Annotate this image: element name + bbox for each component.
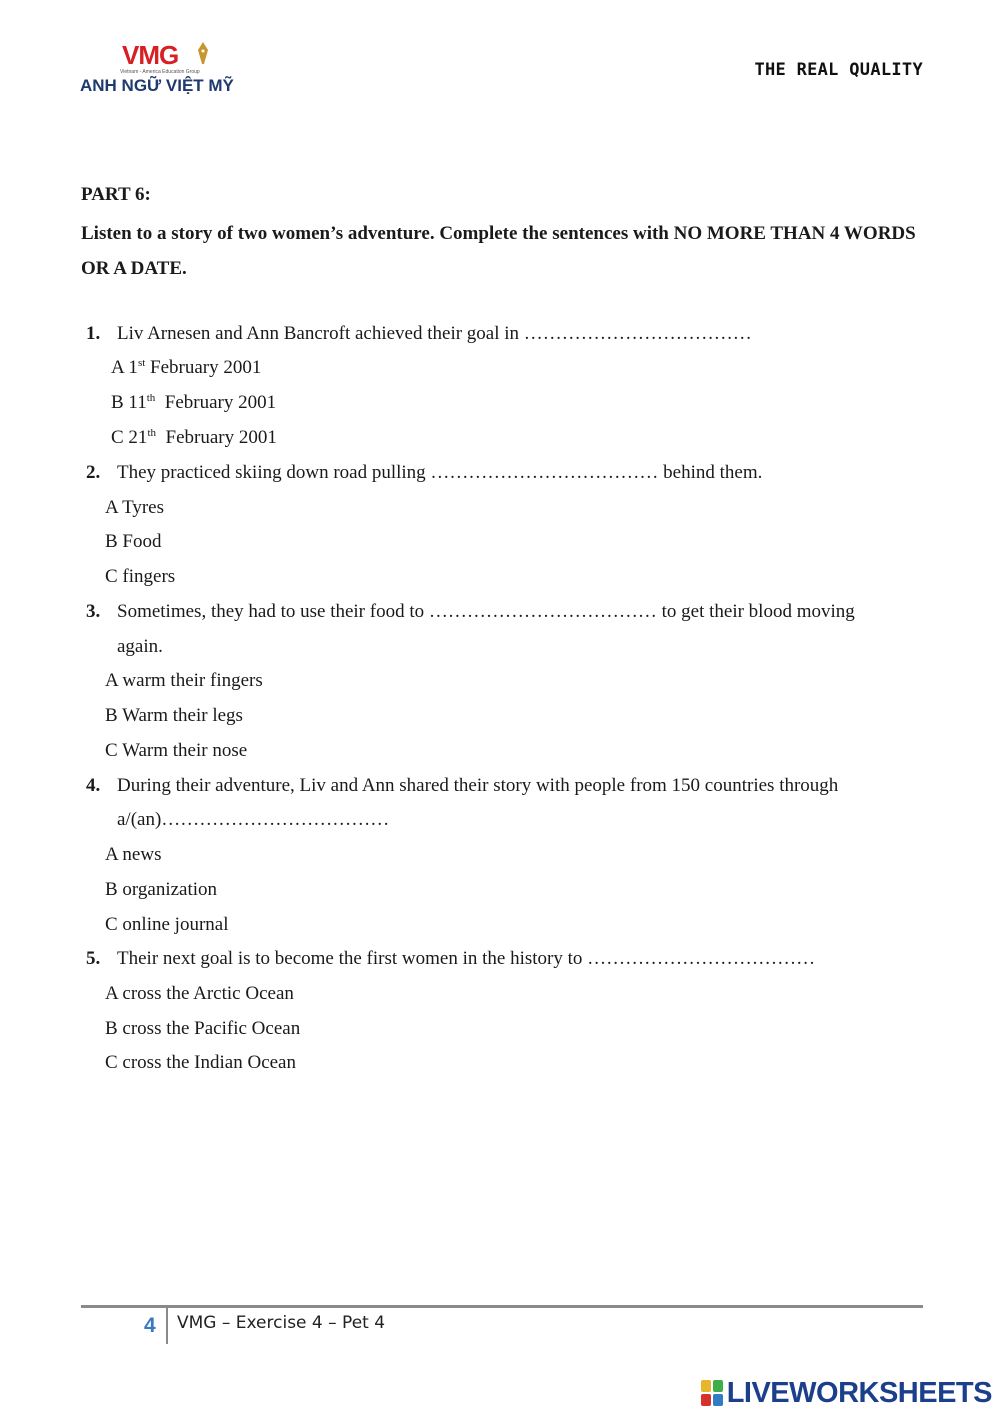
question-3-text-cont: again.: [117, 636, 163, 657]
page-number: 4: [144, 1314, 156, 1337]
question-5-option-b[interactable]: B cross the Pacific Ocean: [105, 1018, 301, 1039]
question-2-option-b[interactable]: B Food: [105, 531, 162, 552]
tagline: THE REAL QUALITY: [754, 60, 923, 80]
logo-mark: VMG: [122, 40, 179, 70]
question-1-option-b[interactable]: [111, 391, 276, 415]
question-3-option-c[interactable]: C Warm their nose: [105, 740, 248, 761]
question-3-option-a[interactable]: A warm their fingers: [105, 670, 263, 691]
question-2-text: They practiced skiing down road pulling ……………………………… behind them.: [117, 462, 763, 483]
footer-divider: [81, 1305, 923, 1308]
question-1-number: 1.: [86, 323, 101, 344]
question-4-option-a[interactable]: A news: [105, 844, 162, 865]
instructions: Listen to a story of two women’s adventure. Complete the sentences with NO MORE THAN 4 WORDS OR A DATE.: [81, 223, 916, 279]
option-prefix: C 21: [111, 427, 148, 448]
footer-text: VMG – Exercise 4 – Pet 4: [177, 1313, 386, 1333]
question-4-number: 4.: [86, 775, 101, 796]
question-5-option-c[interactable]: C cross the Indian Ocean: [105, 1052, 296, 1073]
part-title: PART 6:: [81, 184, 151, 205]
question-5-number: 5.: [86, 948, 101, 969]
question-2-option-c[interactable]: C fingers: [105, 566, 176, 587]
liveworksheets-logo-icon: [701, 1380, 723, 1406]
ordinal-suffix: th: [146, 392, 156, 404]
pen-nib-icon: [198, 42, 208, 64]
vmg-logo: [80, 40, 260, 100]
question-1-option-c[interactable]: [111, 426, 277, 450]
question-2-option-a[interactable]: A Tyres: [105, 497, 165, 518]
question-1-text: Liv Arnesen and Ann Bancroft achieved their goal in ………………………………: [117, 323, 752, 344]
question-2-number: 2.: [86, 462, 101, 483]
question-1-option-a[interactable]: [111, 356, 261, 380]
question-4-text: During their adventure, Liv and Ann shared their story with people from 150 countries through: [117, 775, 839, 796]
footer-separator: [166, 1308, 168, 1344]
option-rest: February 2001: [155, 392, 277, 413]
question-4-option-c[interactable]: C online journal: [105, 914, 229, 935]
option-prefix: A 1: [111, 357, 138, 378]
question-4-option-b[interactable]: B organization: [105, 879, 218, 900]
liveworksheets-watermark[interactable]: [701, 1376, 992, 1410]
ordinal-suffix: st: [137, 357, 146, 369]
option-rest: February 2001: [156, 427, 277, 448]
logo-subtitle: Vietnam - America Education Group: [120, 69, 200, 75]
question-3-number: 3.: [86, 601, 101, 622]
question-4-text-cont: a/(an)………………………………: [117, 809, 390, 830]
logo-name: ANH NGỮ VIỆT MỸ: [80, 76, 234, 95]
option-rest: February 2001: [145, 357, 262, 378]
option-prefix: B 11: [111, 392, 147, 413]
liveworksheets-text: LIVEWORKSHEETS: [726, 1376, 992, 1409]
question-3-option-b[interactable]: B Warm their legs: [105, 705, 243, 726]
question-3-text: Sometimes, they had to use their food to ……………………………… to get their blood moving: [117, 601, 855, 622]
question-5-text: Their next goal is to become the first women in the history to ………………………………: [117, 948, 816, 969]
ordinal-suffix: th: [147, 427, 156, 439]
question-5-option-a[interactable]: A cross the Arctic Ocean: [105, 983, 294, 1004]
